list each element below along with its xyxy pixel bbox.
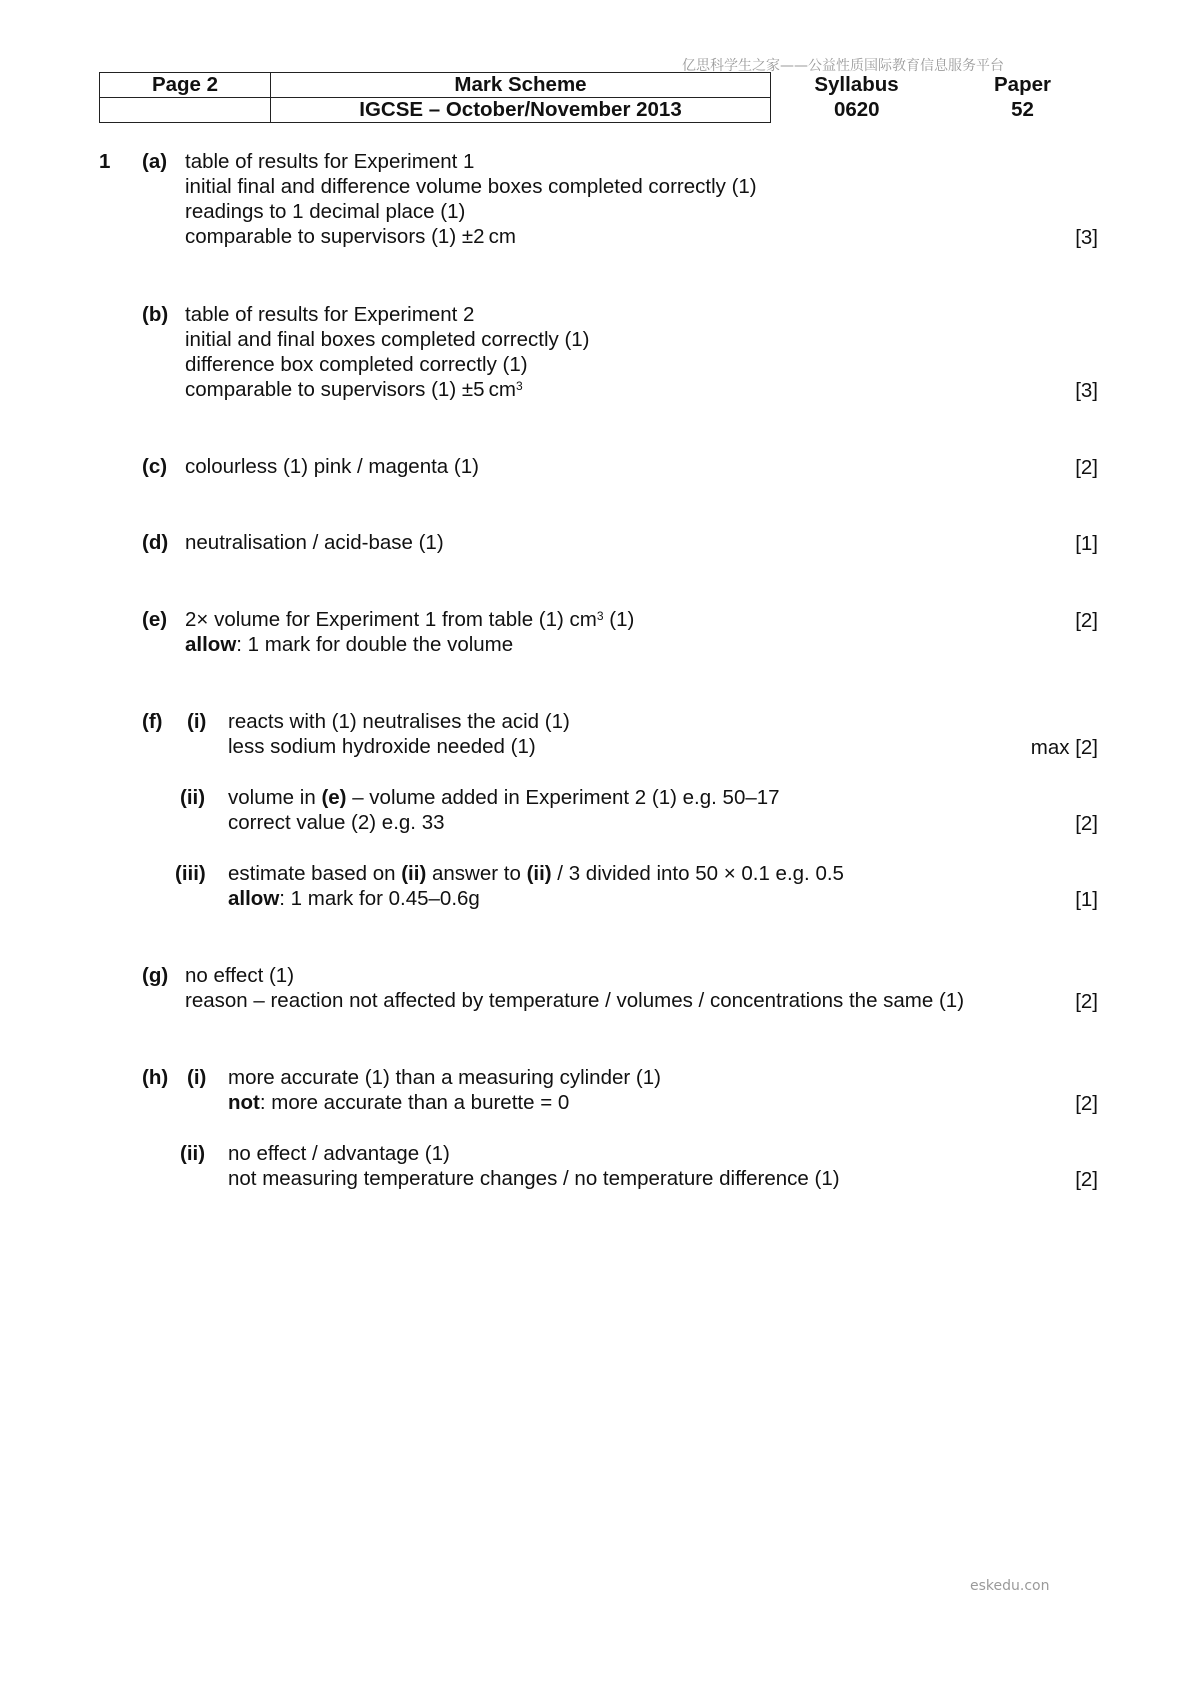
part-f-i-label: (i) <box>187 710 207 733</box>
part-e-mark: [2] <box>1075 609 1098 632</box>
part-f-i-line: less sodium hydroxide needed (1) <box>228 735 536 758</box>
part-a-line: comparable to supervisors (1) ±2 cm <box>185 225 516 248</box>
part-f-ii-line: correct value (2) e.g. 33 <box>228 811 445 834</box>
doc-subtitle: IGCSE – October/November 2013 <box>271 98 771 123</box>
syllabus-value: 0620 <box>833 98 880 121</box>
watermark-bottom: eskedu.con <box>970 1578 1050 1594</box>
part-g-line: reason – reaction not affected by temperature / volumes / concentrations the same (1) <box>185 989 965 1012</box>
part-f-ii-line: volume in (e) – volume added in Experiment 2 (1) e.g. 50–17 <box>228 786 780 809</box>
part-b-label: (b) <box>142 303 169 326</box>
part-e-text: 2× volume for Experiment 1 from table (1) $cm^3$ (1) <box>185 608 635 631</box>
part-h-ii-mark: [2] <box>1075 1168 1098 1191</box>
part-h-i-label: (i) <box>187 1066 207 1089</box>
part-h-ii-line: no effect / advantage (1) <box>228 1142 450 1165</box>
part-h-label: (h) <box>142 1066 169 1089</box>
part-h-i-not: not: more accurate than a burette = 0 <box>228 1091 570 1114</box>
part-f-i-line: reacts with (1) neutralises the acid (1) <box>228 710 570 733</box>
part-g-mark: [2] <box>1075 990 1098 1013</box>
part-d-mark: [1] <box>1075 532 1098 555</box>
header-table <box>99 72 1103 123</box>
paper-label: Paper <box>994 73 1051 96</box>
part-b-line: initial and final boxes completed correctly (1) <box>185 328 590 351</box>
part-b-line: table of results for Experiment 2 <box>185 303 475 326</box>
part-b-mark: [3] <box>1075 379 1098 402</box>
part-h-ii-line: not measuring temperature changes / no temperature difference (1) <box>228 1167 840 1190</box>
part-f-iii-label: (iii) <box>175 862 206 885</box>
part-g-line: no effect (1) <box>185 964 295 987</box>
part-a-line: table of results for Experiment 1 <box>185 150 475 173</box>
part-h-i-mark: [2] <box>1075 1092 1098 1115</box>
part-h-i-line: more accurate (1) than a measuring cylinder (1) <box>228 1066 661 1089</box>
part-f-label: (f) <box>142 710 163 733</box>
part-e-allow: allow: 1 mark for double the volume <box>185 633 514 656</box>
part-c-text: colourless (1) pink / magenta (1) <box>185 455 479 478</box>
part-c-label: (c) <box>142 455 168 478</box>
page-number: Page 2 <box>100 73 271 98</box>
part-f-i-mark: max [2] <box>1030 736 1098 759</box>
watermark-top: 亿思科学生之家——公益性质国际教育信息服务平台 <box>682 58 1004 74</box>
part-f-iii-line: estimate based on (ii) answer to (ii) / 3 divided into 50 × 0.1 e.g. 0.5 <box>228 862 844 885</box>
question-number: 1 <box>99 150 111 173</box>
part-d-text: neutralisation / acid-base (1) <box>185 531 444 554</box>
part-f-ii-label: (ii) <box>180 786 206 809</box>
part-a-label: (a) <box>142 150 168 173</box>
part-b-line: difference box completed correctly (1) <box>185 353 528 376</box>
part-e-label: (e) <box>142 608 168 631</box>
part-g-label: (g) <box>142 964 169 987</box>
paper-value: 52 <box>1011 98 1034 121</box>
doc-title: Mark Scheme <box>271 73 771 98</box>
syllabus-label: Syllabus <box>814 73 899 96</box>
part-f-iii-mark: [1] <box>1075 888 1098 911</box>
part-h-ii-label: (ii) <box>180 1142 206 1165</box>
part-a-line: initial final and difference volume boxes completed correctly (1) <box>185 175 757 198</box>
part-a-line: readings to 1 decimal place (1) <box>185 200 466 223</box>
part-c-mark: [2] <box>1075 456 1098 479</box>
part-b-line-units: comparable to supervisors (1) ±5 $cm^3$ <box>185 378 523 401</box>
part-f-ii-mark: [2] <box>1075 812 1098 835</box>
header-blank-cell <box>100 98 271 123</box>
part-f-iii-allow: allow: 1 mark for 0.45–0.6g <box>228 887 480 910</box>
part-a-mark: [3] <box>1075 226 1098 249</box>
part-d-label: (d) <box>142 531 169 554</box>
